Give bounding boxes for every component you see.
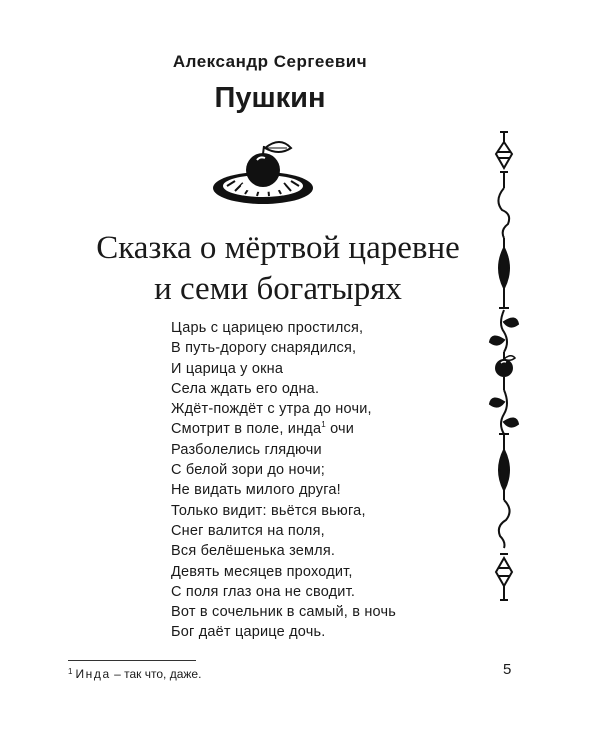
poem-line: Бог даёт царице дочь. xyxy=(171,624,326,641)
poem-line: Села ждать его одна. xyxy=(171,380,320,397)
poem-line: Вот в сочельник в самый, в ночь xyxy=(171,604,396,621)
apple-on-plate-icon xyxy=(205,138,335,214)
poem-line: Разболелись глядючи xyxy=(171,441,322,458)
story-title xyxy=(0,228,556,310)
author-surname: Пушкин xyxy=(214,82,326,114)
poem-line: Только видит: вьётся вьюга, xyxy=(171,502,366,519)
footnote-definition: – так что, даже. xyxy=(114,667,202,681)
poem xyxy=(171,318,396,643)
poem-line: С поля глаз она не сводит. xyxy=(171,583,356,600)
poem-line-text: Смотрит в поле, инда xyxy=(171,421,322,438)
poem-line xyxy=(171,419,396,439)
poem-line: Девять месяцев проходит, xyxy=(171,563,353,580)
poem-line: Царь с царицею простился, xyxy=(171,320,364,336)
title-line-2: и семи богатырях xyxy=(154,271,402,307)
footnote-marker: 1 xyxy=(68,667,73,676)
footnote-term: Инда xyxy=(75,667,111,681)
floral-border-ornament xyxy=(484,128,524,608)
poem-line: И царица у окна xyxy=(171,360,284,377)
author-name: Александр Сергеевич xyxy=(172,52,368,71)
poem-line: Снег валится на поля, xyxy=(171,522,325,539)
poem-line: Вся белёшенька земля. xyxy=(171,543,336,560)
footnote-reference: 1 xyxy=(321,420,326,430)
footnote-divider xyxy=(68,660,196,661)
page-number: 5 xyxy=(503,661,512,678)
poem-line: Не видать милого друга! xyxy=(171,482,341,499)
poem-line: С белой зори до ночи; xyxy=(171,462,325,479)
poem-line-tail: очи xyxy=(330,421,355,438)
footnote xyxy=(68,667,201,681)
poem-line: Ждёт-пождёт с утра до ночи, xyxy=(171,401,372,418)
poem-line: В путь-дорогу снарядился, xyxy=(171,340,357,357)
title-line-1: Сказка о мёртвой царевне xyxy=(96,230,460,266)
